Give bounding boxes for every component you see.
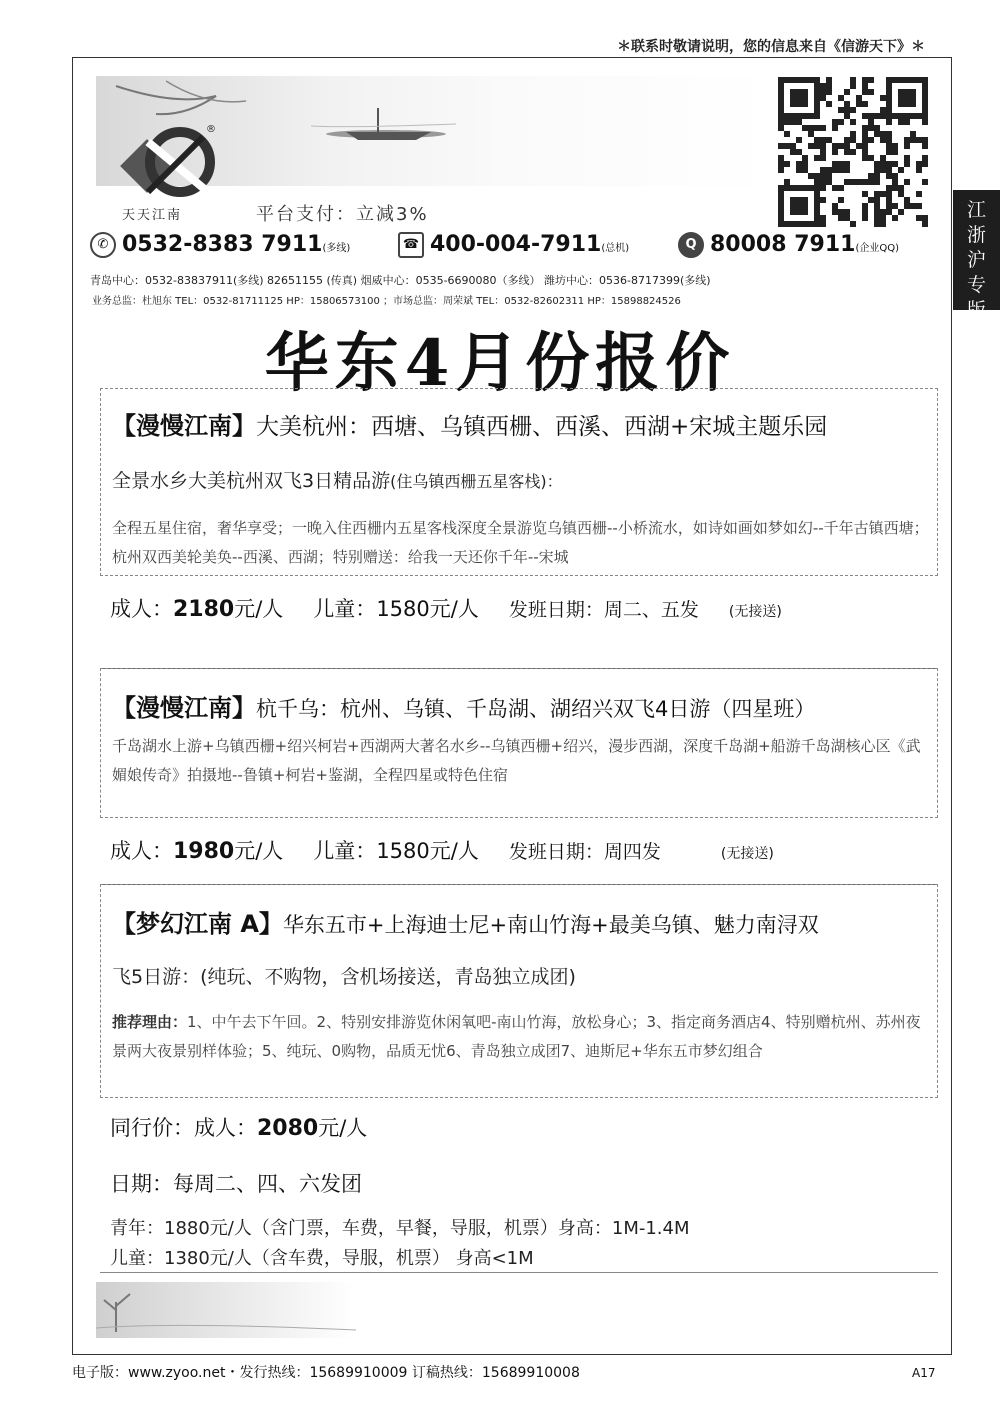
qr-module [922, 215, 928, 221]
qr-module [874, 221, 880, 227]
qr-module [826, 89, 832, 95]
qr-module [784, 179, 790, 185]
qr-finder [898, 89, 916, 107]
qr-module [868, 197, 874, 203]
qr-module [874, 197, 880, 203]
qr-module [886, 167, 892, 173]
qr-module [850, 221, 856, 227]
qr-module [862, 137, 868, 143]
qr-module [784, 119, 790, 125]
qr-module [880, 191, 886, 197]
qr-module [922, 143, 928, 149]
qr-module [820, 197, 826, 203]
qr-module [874, 131, 880, 137]
qr-module [790, 149, 796, 155]
qr-module [814, 173, 820, 179]
qr-module [904, 179, 910, 185]
qr-module [784, 161, 790, 167]
qr-module [880, 131, 886, 137]
qr-module [886, 119, 892, 125]
qr-module [898, 185, 904, 191]
tour-3-child-price: 儿童：1380元/人（含车费，导服，机票） 身高<1M [110, 1248, 534, 1269]
qr-module [838, 143, 844, 149]
qr-module [832, 119, 838, 125]
qr-module [784, 131, 790, 137]
qr-module [904, 197, 910, 203]
qr-module [808, 131, 814, 137]
qr-module [814, 143, 820, 149]
qr-module [898, 119, 904, 125]
qr-module [868, 173, 874, 179]
qr-module [844, 113, 850, 119]
qr-module [886, 197, 892, 203]
qr-module [838, 95, 844, 101]
qr-module [892, 185, 898, 191]
qr-module [874, 125, 880, 131]
qr-module [796, 167, 802, 173]
page-title: 华东4月份报价 [264, 326, 736, 401]
tour-3-peer-price: 同行价：成人：2080元/人 [110, 1116, 368, 1141]
qr-module [880, 113, 886, 119]
qr-module [832, 149, 838, 155]
qr-module [910, 137, 916, 143]
qr-module [808, 125, 814, 131]
qr-module [832, 125, 838, 131]
tour-1-headline: 【漫慢江南】大美杭州：西塘、乌镇西栅、西溪、西湖+宋城主题乐园 [112, 412, 828, 440]
phone-hotline[interactable]: ✆ 0532-8383 7911(多线) [90, 232, 350, 258]
qr-module [790, 143, 796, 149]
qr-module [916, 161, 922, 167]
qr-module [778, 167, 784, 173]
qr-module [820, 149, 826, 155]
qr-module [874, 209, 880, 215]
qr-module [862, 203, 868, 209]
qr-module [850, 107, 856, 113]
main-hotline[interactable]: ☎ 400-004-7911(总机) [398, 232, 629, 258]
qr-module [904, 137, 910, 143]
qr-module [820, 215, 826, 221]
fax-icon: ☎ [398, 232, 424, 258]
qr-module [838, 185, 844, 191]
qr-module [898, 209, 904, 215]
qr-module [826, 137, 832, 143]
qr-module [862, 191, 868, 197]
top-note: ＊联系时敬请说明，您的信息来自《信游天下》＊ [617, 39, 925, 55]
qr-module [820, 167, 826, 173]
qr-module [862, 125, 868, 131]
branch-centers: 青岛中心：0532-83837911(多线) 82651155 (传真) 烟威中心：0535-6690080（多线） 潍坊中心：0536-8717399(多线) [90, 274, 711, 287]
qr-module [820, 155, 826, 161]
qr-module [880, 137, 886, 143]
qr-module [862, 215, 868, 221]
tour-3-headline: 【梦幻江南 A】华东五市+上海迪士尼+南山竹海+最美乌镇、魅力南浔双 [112, 910, 819, 938]
qr-module [826, 167, 832, 173]
tour-1-subtitle: 全景水乡大美杭州双飞3日精品游(住乌镇西栅五星客栈)： [112, 470, 563, 492]
qr-module [778, 155, 784, 161]
qr-module [880, 167, 886, 173]
qr-module [880, 95, 886, 101]
qr-module [862, 113, 868, 119]
qr-module [880, 107, 886, 113]
registered-mark: ® [206, 124, 216, 135]
qr-module [892, 173, 898, 179]
qr-module [832, 203, 838, 209]
divider [100, 1272, 938, 1273]
qr-module [796, 161, 802, 167]
qr-module [778, 143, 784, 149]
side-tab-label: 江浙沪专版 [966, 199, 986, 321]
qr-module [862, 83, 868, 89]
qr-module [796, 149, 802, 155]
phone-icon: ✆ [90, 232, 116, 258]
qr-module [868, 77, 874, 83]
footer-landscape-illustration [96, 1282, 356, 1338]
qr-module [868, 113, 874, 119]
tree-illustration [96, 1282, 356, 1338]
side-tab [953, 190, 1000, 321]
qr-module [814, 155, 820, 161]
qr-module [844, 89, 850, 95]
qr-module [874, 173, 880, 179]
qr-module [820, 221, 826, 227]
qr-module [820, 125, 826, 131]
qr-module [796, 137, 802, 143]
qr-module [904, 119, 910, 125]
qr-module [922, 137, 928, 143]
qr-module [856, 179, 862, 185]
qr-module [880, 215, 886, 221]
qr-module [868, 89, 874, 95]
qr-module [862, 131, 868, 137]
qr-module [886, 185, 892, 191]
qr-module [892, 143, 898, 149]
qr-module [796, 119, 802, 125]
qr-module [850, 119, 856, 125]
qr-module [814, 125, 820, 131]
qq-icon: Q [678, 232, 704, 258]
qr-module [844, 137, 850, 143]
qr-module [778, 125, 784, 131]
qr-module [850, 149, 856, 155]
qr-module [832, 209, 838, 215]
qr-module [862, 143, 868, 149]
qr-module [874, 179, 880, 185]
logo-text: 天天江南 [122, 208, 183, 223]
qr-module [820, 185, 826, 191]
qr-module [844, 167, 850, 173]
tour-1-price-row: 成人：2180元/人 儿童：1580元/人 发班日期：周二、五发 (无接送) [110, 597, 782, 622]
qr-module [778, 161, 784, 167]
qr-module [838, 167, 844, 173]
qr-module [850, 83, 856, 89]
qr-module [886, 203, 892, 209]
qr-module [862, 149, 868, 155]
qr-module [862, 77, 868, 83]
qr-module [916, 191, 922, 197]
qr-module [778, 119, 784, 125]
qr-module [856, 101, 862, 107]
qr-module [862, 155, 868, 161]
qr-module [886, 143, 892, 149]
qr-module [808, 173, 814, 179]
qr-module [820, 89, 826, 95]
qr-module [880, 161, 886, 167]
qr-module [862, 209, 868, 215]
qr-module [874, 113, 880, 119]
qr-module [802, 155, 808, 161]
qr-module [814, 179, 820, 185]
qr-module [832, 161, 838, 167]
qr-module [916, 215, 922, 221]
qr-module [826, 179, 832, 185]
page-number: A17 [912, 1366, 936, 1380]
qr-module [850, 131, 856, 137]
qr-module [910, 131, 916, 137]
qr-module [784, 143, 790, 149]
qr-module [838, 215, 844, 221]
qr-module [886, 173, 892, 179]
qr-module [862, 101, 868, 107]
qr-module [838, 209, 844, 215]
qr-module [790, 119, 796, 125]
qr-module [844, 149, 850, 155]
qr-module [850, 179, 856, 185]
qr-module [904, 155, 910, 161]
qr-module [874, 203, 880, 209]
qr-module [868, 155, 874, 161]
qr-module [922, 221, 928, 227]
qr-module [868, 125, 874, 131]
qr-module [820, 95, 826, 101]
logo [118, 122, 228, 217]
qr-module [904, 203, 910, 209]
qr-module [922, 161, 928, 167]
qr-module [850, 137, 856, 143]
qr-module [904, 161, 910, 167]
qr-module [874, 191, 880, 197]
qr-module [844, 215, 850, 221]
qr-module [886, 161, 892, 167]
qr-module [868, 179, 874, 185]
managers-contacts: 业务总监：杜旭东 TEL：0532-81711125 HP：15806573100 ；市场总监：周荣斌 TEL：0532-82602311 HP：15898824526 [92, 296, 681, 307]
qr-module [820, 173, 826, 179]
qr-module [838, 119, 844, 125]
tour-3-headline-cont: 飞5日游：(纯玩、不购物，含机场接送，青岛独立成团) [112, 966, 576, 988]
qr-module [832, 143, 838, 149]
tour-2-description: 千岛湖水上游+乌镇西栅+绍兴柯岩+西湖两大著名水乡--乌镇西栅+绍兴，漫步西湖，深度千岛湖+船游千岛湖核心区《武媚娘传奇》拍摄地--鲁镇+柯岩+鉴湖，全程四星或特色住宿 [112, 737, 921, 784]
qr-module [826, 77, 832, 83]
qr-module [916, 167, 922, 173]
qr-module [844, 101, 850, 107]
qr-module [844, 179, 850, 185]
footer-contact: 电子版：www.zyoo.net・发行热线：15689910009 订稿热线：15689910008 [72, 1365, 580, 1381]
qr-module [862, 179, 868, 185]
qr-module [892, 203, 898, 209]
qr-module [874, 167, 880, 173]
platform-payment-note: 平台支付：立减3% [256, 204, 429, 225]
qr-module [886, 131, 892, 137]
qr-module [922, 179, 928, 185]
qr-module [910, 203, 916, 209]
qr-code[interactable] [778, 77, 928, 227]
qr-module [826, 83, 832, 89]
qr-module [886, 149, 892, 155]
tour-3-youth-price: 青年：1880元/人（含门票，车费，早餐，导服，机票）身高：1M-1.4M [110, 1218, 690, 1239]
qr-module [916, 137, 922, 143]
qr-module [880, 209, 886, 215]
qr-module [802, 161, 808, 167]
tour-3-description: 推荐理由：1、中午去下午回。2、特别安排游览休闲氧吧-南山竹海，放松身心；3、指定商务酒店4、特别赠杭州、苏州夜景两大夜景别样体验；5、纯玩、0购物，品质无忧6、青岛独立成团7、迪斯尼+华东五市梦幻组合 [112, 1013, 921, 1060]
qr-code-icon [778, 77, 928, 227]
qr-module [922, 119, 928, 125]
qr-module [838, 161, 844, 167]
qr-module [820, 143, 826, 149]
qr-module [838, 107, 844, 113]
qr-module [832, 167, 838, 173]
qr-module [856, 95, 862, 101]
qr-module [856, 143, 862, 149]
qr-module [892, 149, 898, 155]
qr-module [898, 191, 904, 197]
qr-finder [790, 89, 808, 107]
qr-module [862, 89, 868, 95]
qr-module [880, 221, 886, 227]
qr-module [868, 137, 874, 143]
qr-module [814, 137, 820, 143]
qr-module [850, 77, 856, 83]
tour-2-price-row: 成人：1980元/人 儿童：1580元/人 发班日期：周四发 (无接送) [110, 839, 774, 864]
qr-module [808, 143, 814, 149]
qr-module [886, 191, 892, 197]
qr-module [880, 155, 886, 161]
qr-module [832, 185, 838, 191]
qr-module [844, 161, 850, 167]
qr-module [802, 125, 808, 131]
qr-module [874, 215, 880, 221]
qr-module [892, 179, 898, 185]
qr-module [820, 83, 826, 89]
qr-module [844, 143, 850, 149]
qr-finder [790, 197, 808, 215]
qq-contact[interactable]: Q 80008 7911(企业QQ) [678, 232, 899, 258]
qr-module [886, 209, 892, 215]
qr-module [868, 119, 874, 125]
tour-3-dates: 日期：每周二、四、六发团 [110, 1172, 362, 1196]
qr-module [838, 197, 844, 203]
qr-module [892, 161, 898, 167]
qr-module [898, 167, 904, 173]
qr-module [820, 137, 826, 143]
tour-1-description: 全程五星住宿，奢华享受；一晚入住西栅内五星客栈深度全景游览乌镇西栅--小桥流水，如诗如画如梦如幻--千年古镇西塘；杭州双西美轮美奂--西溪、西湖；特别赠送：给我一天还你千年--宋城 [112, 519, 929, 566]
tour-2-headline: 【漫慢江南】杭千乌：杭州、乌镇、千岛湖、湖绍兴双飞4日游（四星班） [112, 694, 816, 722]
qr-module [892, 215, 898, 221]
qr-module [826, 173, 832, 179]
qr-module [844, 209, 850, 215]
qr-module [874, 161, 880, 167]
qr-module [886, 137, 892, 143]
qr-module [802, 167, 808, 173]
qr-module [844, 107, 850, 113]
qr-module [904, 143, 910, 149]
qr-module [916, 203, 922, 209]
qr-module [922, 155, 928, 161]
qr-module [826, 101, 832, 107]
qr-module [820, 179, 826, 185]
